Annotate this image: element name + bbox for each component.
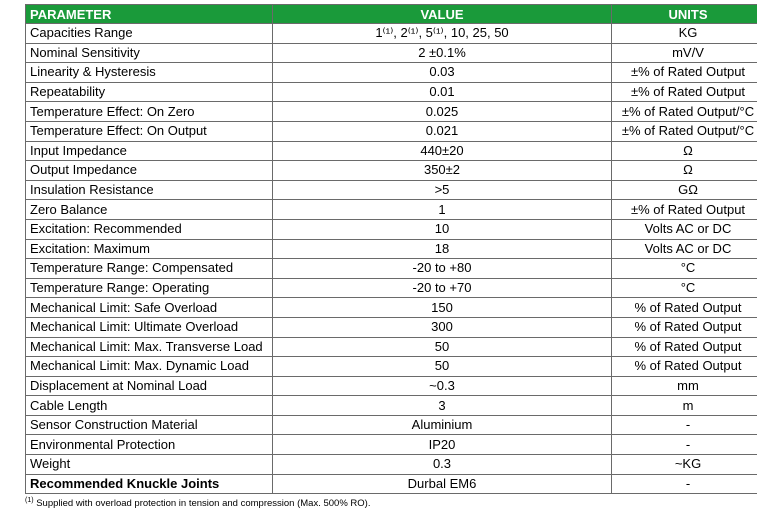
row-units: °C [612,278,757,298]
footnote-marker: (1) [25,497,34,505]
row-parameter: Mechanical Limit: Safe Overload [26,298,273,318]
row-value: 0.025 [273,102,612,122]
row-units: % of Rated Output [612,317,757,337]
header-value: VALUE [273,5,612,24]
table-row [26,24,757,44]
table-row [26,278,757,298]
row-parameter: Temperature Range: Operating [26,278,273,298]
row-units: mV/V [612,43,757,63]
row-units: ±% of Rated Output/°C [612,102,757,122]
specifications-table [25,4,757,494]
row-parameter: Sensor Construction Material [26,415,273,435]
row-units: % of Rated Output [612,357,757,377]
row-parameter: Zero Balance [26,200,273,220]
row-units: - [612,415,757,435]
row-value: >5 [273,180,612,200]
row-parameter: Excitation: Recommended [26,219,273,239]
row-units: GΩ [612,180,757,200]
row-units: ±% of Rated Output [612,82,757,102]
row-units: - [612,435,757,455]
row-value: ~0.3 [273,376,612,396]
table-row [26,337,757,357]
row-value: 440±20 [273,141,612,161]
table-body [26,24,757,494]
row-units: °C [612,259,757,279]
table-row [26,180,757,200]
row-value: 18 [273,239,612,259]
row-units: KG [612,24,757,44]
row-value: 0.03 [273,63,612,83]
table-row [26,43,757,63]
row-parameter: Output Impedance [26,161,273,181]
row-units: ~KG [612,455,757,475]
row-value: 10 [273,219,612,239]
row-parameter: Mechanical Limit: Max. Dynamic Load [26,357,273,377]
table-row [26,82,757,102]
row-parameter: Mechanical Limit: Max. Transverse Load [26,337,273,357]
row-value: 150 [273,298,612,318]
row-parameter: Temperature Effect: On Output [26,121,273,141]
row-value: IP20 [273,435,612,455]
row-value: 300 [273,317,612,337]
row-value: 0.3 [273,455,612,475]
row-value: 2 ±0.1% [273,43,612,63]
table-row [26,121,757,141]
spec-sheet [25,4,755,510]
row-units: Ω [612,161,757,181]
table-row [26,455,757,475]
row-value: 0.021 [273,121,612,141]
row-parameter: Linearity & Hysteresis [26,63,273,83]
row-value: Aluminium [273,415,612,435]
table-row [26,317,757,337]
row-parameter: Weight [26,455,273,475]
row-parameter: Repeatability [26,82,273,102]
row-value: -20 to +80 [273,259,612,279]
row-parameter: Environmental Protection [26,435,273,455]
header-parameter: PARAMETER [26,5,273,24]
row-value: 3 [273,396,612,416]
row-parameter: Excitation: Maximum [26,239,273,259]
row-units: % of Rated Output [612,337,757,357]
row-units: m [612,396,757,416]
row-units: % of Rated Output [612,298,757,318]
table-row [26,63,757,83]
row-parameter: Cable Length [26,396,273,416]
row-units: ±% of Rated Output [612,63,757,83]
row-units: - [612,474,757,494]
row-parameter: Temperature Range: Compensated [26,259,273,279]
row-parameter: Capacities Range [26,24,273,44]
row-units: ±% of Rated Output [612,200,757,220]
table-row [26,435,757,455]
row-units: mm [612,376,757,396]
table-row [26,357,757,377]
footnote [25,497,742,509]
row-value: 1⁽¹⁾, 2⁽¹⁾, 5⁽¹⁾, 10, 25, 50 [273,24,612,44]
row-parameter: Temperature Effect: On Zero [26,102,273,122]
table-row [26,239,757,259]
table-row [26,200,757,220]
table-row [26,298,757,318]
row-units: ±% of Rated Output/°C [612,121,757,141]
row-parameter: Input Impedance [26,141,273,161]
table-row [26,396,757,416]
table-row [26,102,757,122]
row-parameter: Insulation Resistance [26,180,273,200]
row-value: Durbal EM6 [273,474,612,494]
table-row [26,376,757,396]
header-units: UNITS [612,5,757,24]
table-row [26,141,757,161]
row-units: Volts AC or DC [612,219,757,239]
row-value: 50 [273,357,612,377]
row-parameter: Mechanical Limit: Ultimate Overload [26,317,273,337]
table-row [26,259,757,279]
footnote-text: Supplied with overload protection in tension and compression (Max. 500% RO). [33,498,371,510]
table-row [26,161,757,181]
row-value: -20 to +70 [273,278,612,298]
row-parameter: Displacement at Nominal Load [26,376,273,396]
row-value: 50 [273,337,612,357]
row-value: 0.01 [273,82,612,102]
row-units: Volts AC or DC [612,239,757,259]
row-units: Ω [612,141,757,161]
row-value: 1 [273,200,612,220]
table-row [26,474,757,494]
row-parameter: Nominal Sensitivity [26,43,273,63]
table-row [26,415,757,435]
table-header-row [26,5,757,24]
row-value: 350±2 [273,161,612,181]
row-parameter: Recommended Knuckle Joints [26,474,273,494]
table-row [26,219,757,239]
